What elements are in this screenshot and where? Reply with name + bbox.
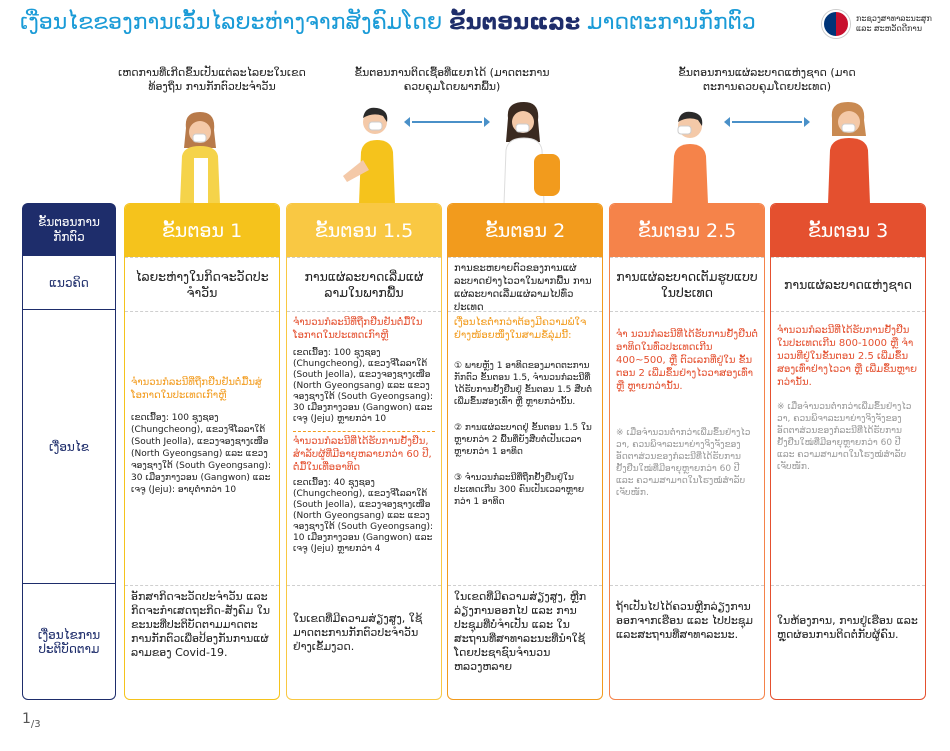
double-arrow-icon bbox=[412, 121, 482, 123]
condition-body-age: ເຂດເນື້ອງ: 40 ຊຸງຊອງ (Chungcheong), ແຂວງຈີໂລລາໃຕ້ (South Jeolla), ແຂວງຈອງຊາງເໜືອ (North Gyeongsang) ແລະ ແຂວງຈອງຊາງໃຕ້ (South Gyeongsang): 10 ເມືອງກາງວອນ (Gangwon) ແລະ ເຈຈູ (Jeju) ຫຼາຍກວ່າ 4 bbox=[293, 478, 434, 554]
page-current: 1 bbox=[22, 711, 31, 727]
stage-column-1-5 bbox=[286, 203, 442, 700]
condition-note: ຈໍານວນກໍລະນີທີ່ໄດ້ຮັບການຢັ້ງຢືນໃນປະເທດເກີນ 800-1000 ຫຼື ຈໍານວນທີ່ຢູ່ໃນຂັ້ນຕອນ 2.5 ເພີ່ມຂຶ້ນສອງເທົ່າຢ່າງໄວວາ ຫຼື ເພີ່ມຂຶ້ນຫຼາຍກວ່ານັ້ນ. bbox=[777, 325, 917, 388]
condition-note: ຈໍານວນກໍລະນີທີ່ຖືກຢືນຢັນຕໍ່ມື້ໃນໂອກາດໃນປະເທດເກົາຫຼີ bbox=[293, 317, 423, 341]
stage-condition bbox=[125, 311, 279, 585]
condition-note: ເງື່ອນໄຂຕໍ່າກວ່າຕ້ອງມີຄວາມພໍໃຈຢ່າງໜ້ອຍໜຶ່ງໃນສາມຂໍ້ລຸ່ມນີ້: bbox=[454, 317, 587, 341]
stage-practice: ໃນຫ້ອງການ, ການຢູ່ເຮືອນ ແລະ ຫຼຸດຜ່ອນການຕິດຕໍ່ກັບຜູ້ຄົນ. bbox=[771, 585, 925, 700]
stage-practice: ອັກສາກິດຈະວັດປະຈໍາວັນ ແລະ ກິດຈະກໍາເສດຖະກິດ-ສັງຄົມ ໃນຂະນະທີ່ປະຕິບັດຕາມມາດຕະການກັກຕົວເພື່ອປ້ອງກັນການແຜ່ລາມຂອງ Covid-19. bbox=[125, 585, 279, 700]
stage-practice: ຖ້າເປັນໄປໄດ້ຄວນຫຼີກລ່ຽງການອອກຈາກເຮືອນ ແລະ ໄປປະຊຸມ ແລະສະຖານທີ່ສາທາລະນະ. bbox=[610, 585, 764, 700]
ministry-name: ກະຊວງສາທາລະນະສຸກ ແລະ ສະຫວັດດີການ bbox=[856, 14, 932, 33]
condition-body: ເຂດເນື້ອງ: 100 ຊຸງຊອງ (Chungcheong), ແຂວງຈີໂລລາໃຕ້ (South Jeolla), ແຂວງຈອງຊາງເໜືອ (North Gyeongsang) ແລະ ແຂວງຈອງຊາງໃຕ້ (South Gyeongsang): 30 ເມືອງກາງວອນ (Gangwon) ແລະ ເຈຈູ (Jeju) ຫຼາຍກວ່າ 10 bbox=[293, 348, 434, 424]
ministry-logo bbox=[822, 10, 936, 38]
title-part3: ມາດຕະການກັກຕົວ bbox=[587, 10, 756, 35]
stage-header: ຂັ້ນຕອນ 2.5 bbox=[610, 204, 764, 257]
person-yellow-icon bbox=[172, 108, 232, 204]
condition-note: ຈໍາ ນວນກໍລະນີທີ່ໄດ້ຮັບການຢັ້ງຢືນຕໍ່ອາທິດໃນທົ່ວປະເທດເກີນ 400~500, ຫຼື ຕົວເລກທີ່ຢູ່ໃນ ຂັ້ນຕອນ 2 ເພີ່ມຂຶ້ນຢ່າງໄວວາສອງເທົ່າ ຫຼື ຫຼາຍກວ່ານັ້ນ. bbox=[616, 329, 758, 392]
condition-note: ຈໍານວນກໍລະນີທີ່ຖືກຢືນຢັນຕໍ່ມື້ນສູ່ໂອກາດໃນປະເທດເກົາຫຼີ bbox=[131, 377, 262, 401]
condition-item: ① ພາຍຫຼັງ 1 ອາທິດຂອງມາດຕະການກັກຕົວ ຂັ້ນຕອນ 1.5, ຈໍານວນກໍລະນີທີ່ໄດ້ຮັບການຢັ້ງຢືນຢູ່ ຂັ້ນຕອນ 1.5 ສືບຕໍ່ເພີ່ມຂຶ້ນສອງເທົ່າ ຫຼື ຫຼາຍກວ່ານັ້ນ. bbox=[454, 361, 592, 407]
stage-column-2-5 bbox=[609, 203, 765, 700]
stage-concept: ໄລຍະຫ່າງໃນກິດຈະວັດປະຈໍາວັນ bbox=[125, 257, 279, 311]
row-label-condition: ເງື່ອນໄຂ bbox=[22, 310, 116, 584]
row-label-concept: ແນວຄິດ bbox=[22, 256, 116, 310]
person-red-icon bbox=[820, 96, 880, 204]
stage-practice: ໃນເຂດທີ່ມີຄວາມສ່ຽງສູງ, ຫຼີກລ່ຽງການອອກໄປ ແລະ ການປະຊຸມທີ່ບໍ່ຈໍາເປັນ ແລະ ໃນສະຖານທີ່ສາທາລະນະທີ່ນໍາໃຊ້ໂດຍປະຊາຊົນຈໍານວນຫລວງຫລາຍ bbox=[448, 585, 602, 700]
stage-table bbox=[22, 203, 926, 700]
condition-body: ເຂດເນື້ອງ: 100 ຊຸງຊອງ (Chungcheong), ແຂວງຈີໂລລາໃຕ້ (South Jeolla), ແຂວງຈອງຊາງເໜືອ (North Gyeongsang) ແລະ ແຂວງຈອງຊາງໃຕ້ (South Gyeongsang): 30 ເມືອງກາງວອນ (Gangwon) ແລະ ເຈຈູ (Jeju): ອາຍຸຕໍ່າກວ່າ 10 bbox=[131, 413, 272, 495]
stage-header: ຂັ້ນຕອນ 3 bbox=[771, 204, 925, 257]
condition-footnote: ※ ເມື່ອຈໍານວນຕໍ່າກວ່າເພີ່ມຂຶ້ນຢ່າງໄວວາ, ຄວນພິຈາລະນາຍ່າງຈິງຈັງຂອງອັດຕາສ່ວນຂອງກໍລະນີທີ່ໄດ້ຮັບການຢັ້ງຢືນໃໝ່ທີ່ມີອາຍຸຫຼາຍກວ່າ 60 ປີ ແລະ ຄວາມສາມາດໃນໂຮງໝໍສໍາລັບເຈັບໜັກ. bbox=[616, 428, 751, 498]
stage-header: ຂັ້ນຕອນ 1.5 bbox=[287, 204, 441, 257]
person-backpack-icon bbox=[494, 96, 564, 204]
stage-concept: ການແຜ່ລະບາດແຫ່ງຊາດ bbox=[771, 257, 925, 311]
caption-regional: ຂັ້ນຕອນການຕິດເຊື້ອທີ່ແຍກໄດ້ (ມາດຕະການຄວບຄຸມໂດຍພາກພື້ນ) bbox=[354, 66, 550, 93]
stage-concept: ການແຜ່ລະບາດເລີ່ມແຜ່ລາມໃນພາກພື້ນ bbox=[287, 257, 441, 311]
page-title bbox=[20, 10, 800, 35]
stage-condition bbox=[448, 311, 602, 585]
double-arrow-icon bbox=[732, 121, 802, 123]
title-part1: ເງື່ອນໄຂຂອງການເວັ້ນໄລຍະຫ່າງຈາກສັງຄົມໂດຍ bbox=[20, 10, 443, 35]
condition-item: ② ການແຜ່ລະບາດຢູ່ ຂັ້ນຕອນ 1.5 ໃນຫຼາຍກວ່າ 2 ພື້ນທີ່ຍັງສືບຕໍ່ເປັນເວລາຫຼາຍກວ່າ 1 ອາທິດ bbox=[454, 423, 592, 457]
person-walking-icon bbox=[333, 100, 409, 204]
stage-practice: ໃນເຂດທີ່ມີຄວາມສ່ຽງສູງ, ໃຊ້ມາດຕະການກັກຕົວປະຈໍາວັນຢ່າງເຂັ້ມງວດ. bbox=[287, 585, 441, 700]
title-part2: ຂັ້ນຕອນແລະ bbox=[449, 10, 581, 35]
korea-emblem-icon bbox=[822, 10, 850, 38]
condition-note-age: ຈໍານວນກໍລະນີທີ່ໄດ້ຮັບການຢັ້ງຢືນ, ສໍາລັບຜູ້ທີ່ມີອາຍຸຫລາຍກວ່າ 60 ປີ, ຕໍ່ມື້ໃນເທື່ອອາທິດ bbox=[293, 431, 435, 474]
corner-header: ຂັ້ນຕອນການກັກຕົວ bbox=[22, 203, 116, 256]
caption-daily: ເຫດການທີ່ເກີດຂຶ້ນເປັນແຕ່ລະໄລຍະໃນເຂດທ້ອງຖິ່ນ ການກັກຕົວປະຈໍາວັນ bbox=[118, 66, 306, 93]
stage-condition bbox=[287, 311, 441, 585]
page-number: $1_{/3}$ bbox=[22, 711, 41, 730]
person-orange-icon bbox=[664, 104, 714, 204]
stage-header: ຂັ້ນຕອນ 1 bbox=[125, 204, 279, 257]
stage-condition bbox=[771, 311, 925, 585]
row-label-practice: ເງື່ອນໄຂການປະຕິບັດຕາມ bbox=[22, 584, 116, 700]
stage-concept: ການແຜ່ລະບາດເຕັມຮູບແບບໃນປະເທດ bbox=[610, 257, 764, 311]
stage-column-3 bbox=[770, 203, 926, 700]
caption-national: ຂັ້ນຕອນການແຜ່ລະບາດແຫ່ງຊາດ (ມາດຕະການຄວບຄຸມໂດຍປະເທດ) bbox=[678, 66, 856, 93]
stage-header: ຂັ້ນຕອນ 2 bbox=[448, 204, 602, 257]
stage-concept: ການຂະຫຍາຍຕົວຂອງການແຜ່ລະບາດຢ່າງໄວວາໃນພາກພື້ນ ການແຜ່ລະບາດເລີ່ມແຜ່ລາມໄປທົ່ວປະເທດ bbox=[448, 257, 602, 311]
stage-condition bbox=[610, 311, 764, 585]
stage-column-1 bbox=[124, 203, 280, 700]
stage-column-2 bbox=[447, 203, 603, 700]
page-total: 3 bbox=[34, 718, 41, 730]
condition-footnote: ※ ເມື່ອຈໍານວນຕໍ່າກວ່າເພີ່ມຂຶ້ນຢ່າງໄວວາ, ຄວນພິຈາລະນາຍ່າງຈິງຈັງຂອງອັດຕາສ່ວນຂອງກໍລະນີທີ່ໄດ້ຮັບການຢັ້ງຢືນໃໝ່ທີ່ມີອາຍຸຫຼາຍກວ່າ 60 ປີ ແລະ ຄວາມສາມາດໃນໂຮງໝໍສໍາລັບເຈັບໜັກ. bbox=[777, 402, 912, 472]
condition-item: ③ ຈໍານວນກໍລະນີທີ່ຖືກຢັ້ງຢືນຢູ່ໃນປະເທດເກີນ 300 ຄົນເປັນເວລາຫຼາຍກວ່າ 1 ອາທິດ bbox=[454, 473, 585, 507]
